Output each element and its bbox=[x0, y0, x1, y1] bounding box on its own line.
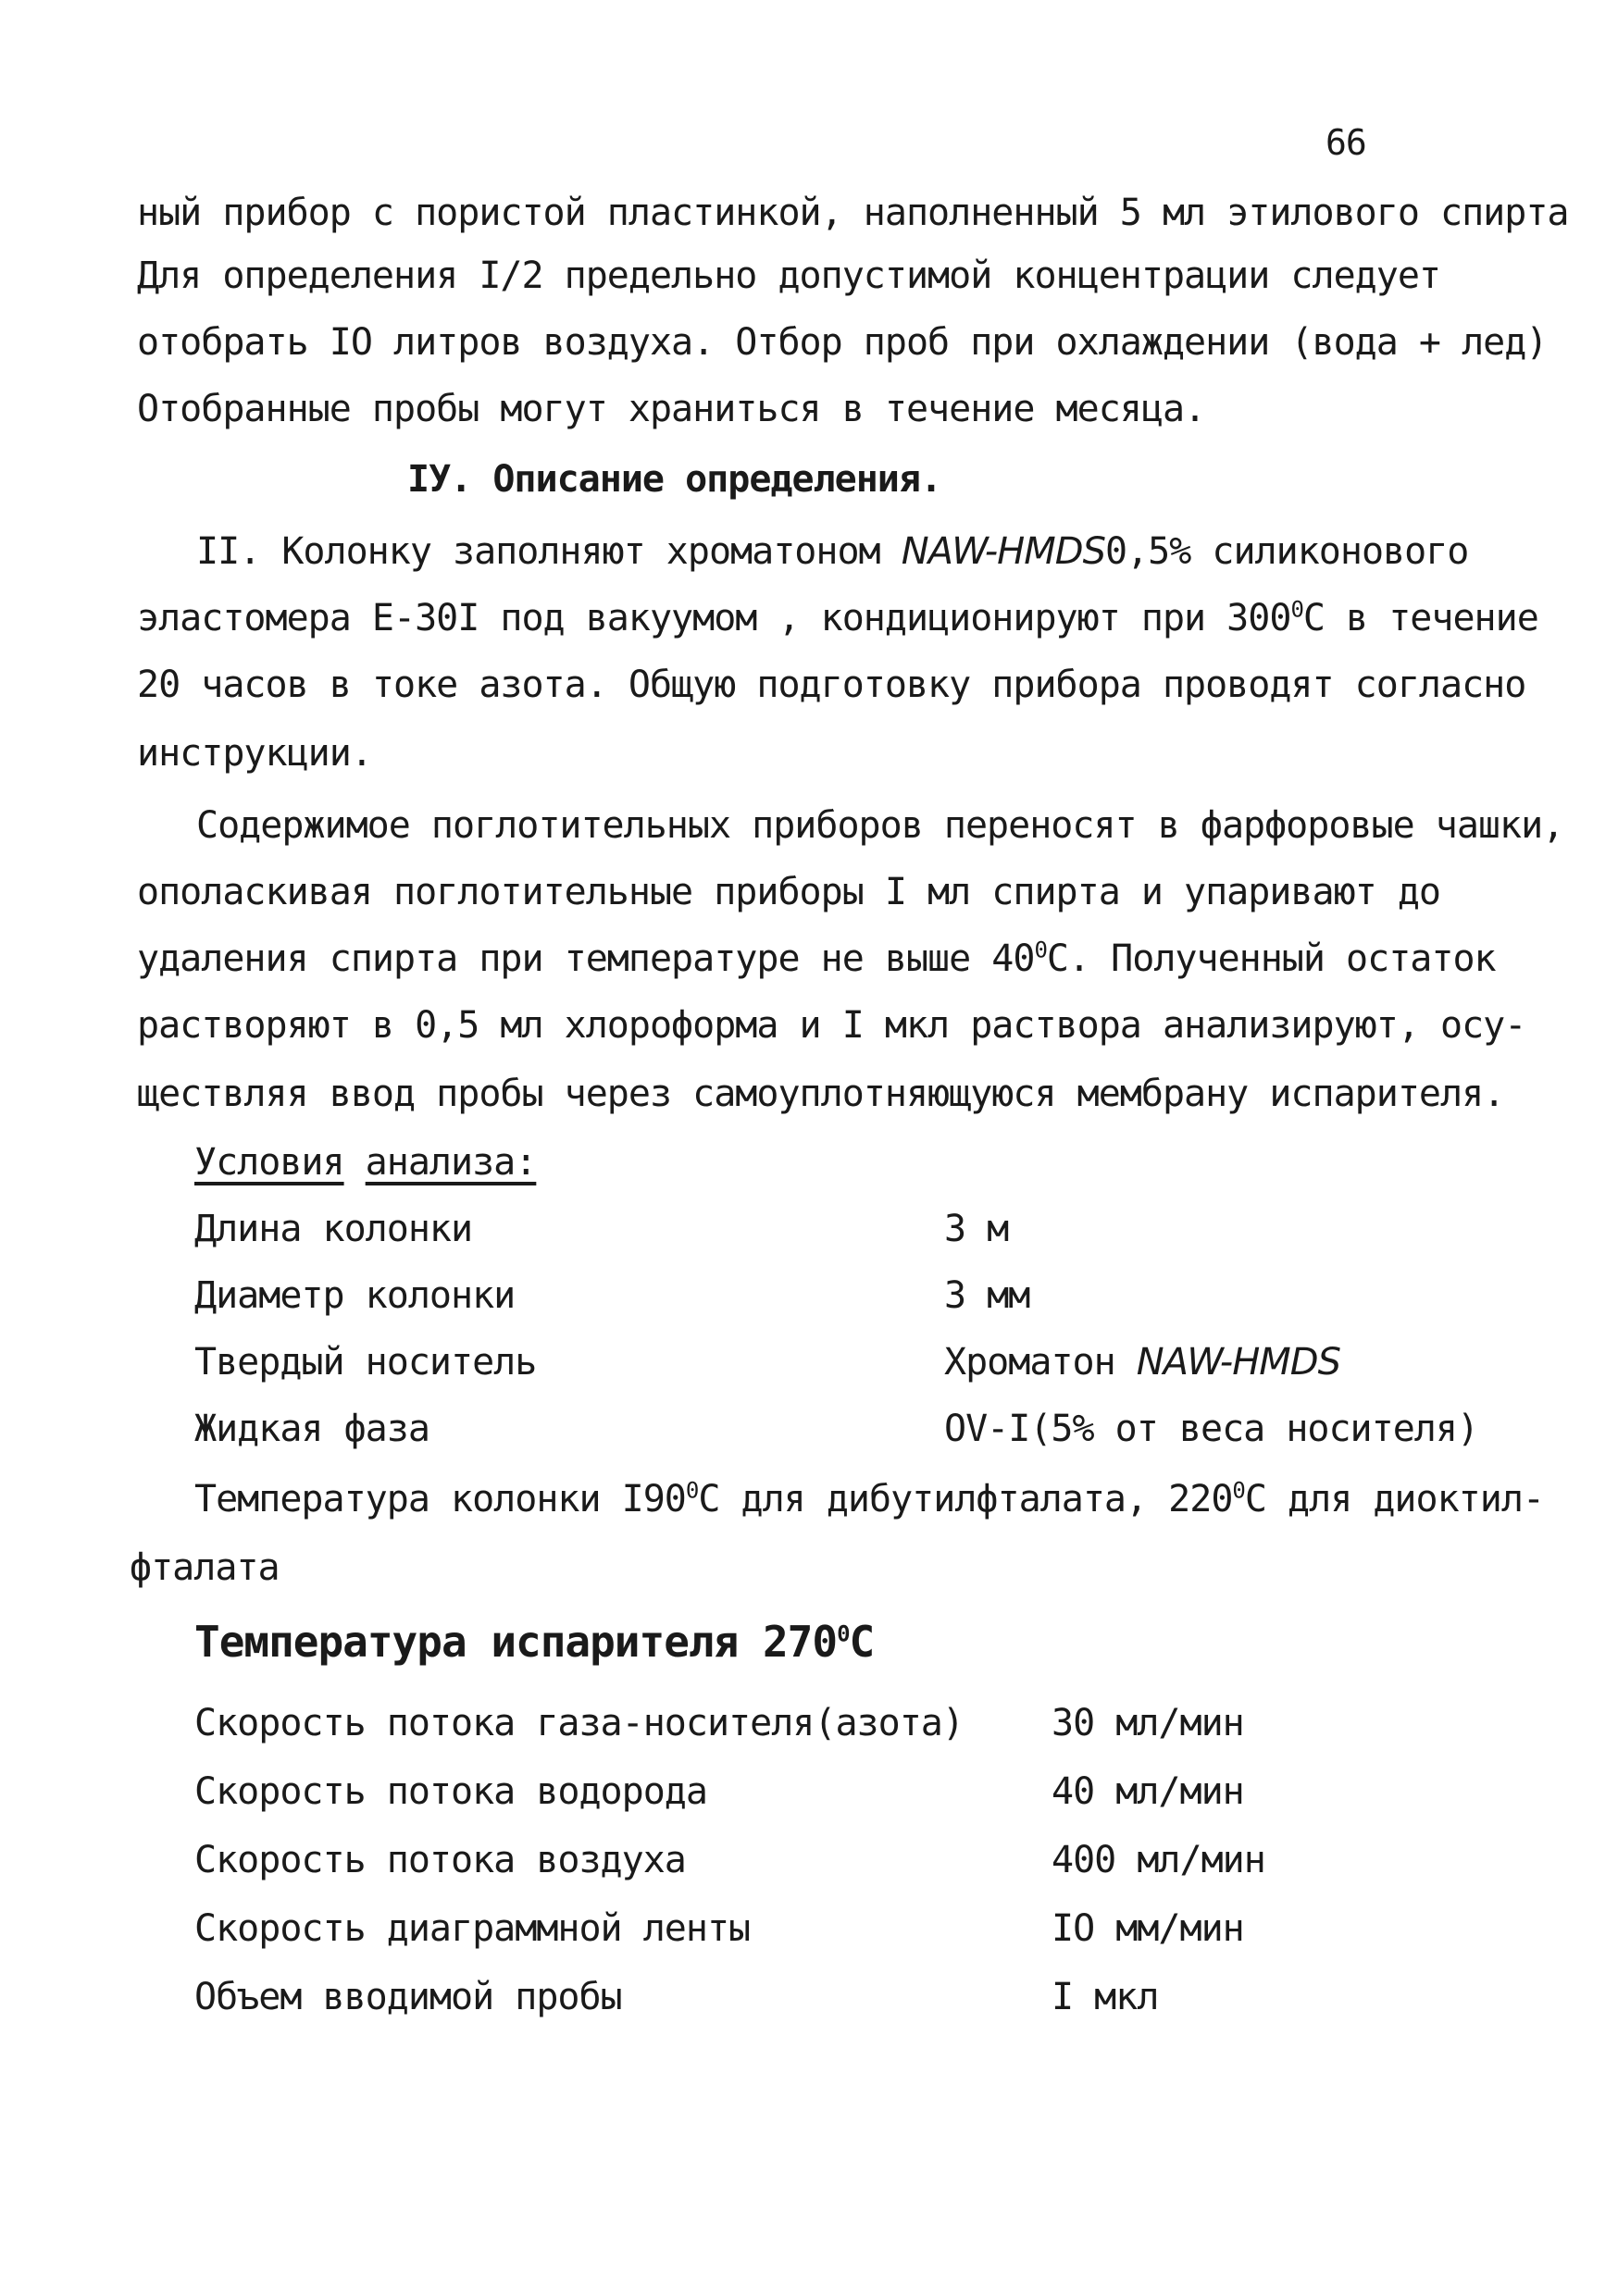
text-span: С. Полученный остаток bbox=[1046, 937, 1496, 980]
text-span: II. Колонку заполняют хроматоном bbox=[196, 530, 902, 573]
text-span: С для дибутилфталата, 220 bbox=[698, 1478, 1233, 1520]
condition-label: Скорость диаграммной ленты bbox=[194, 1907, 751, 1950]
text-line: ществляя ввод пробы через самоуплотняющуюся мембрану испарителя. bbox=[137, 1073, 1505, 1115]
condition-label: Объем вводимой пробы bbox=[194, 1976, 622, 2018]
text-span: Хроматон bbox=[944, 1341, 1137, 1384]
condition-value: 30 мл/мин bbox=[1052, 1702, 1244, 1744]
condition-label: Скорость потока воздуха bbox=[194, 1839, 686, 1881]
text-line bbox=[196, 529, 1468, 574]
text-line bbox=[137, 596, 1538, 640]
condition-label: Длина колонки bbox=[194, 1208, 473, 1250]
condition-value: 400 мл/мин bbox=[1052, 1839, 1265, 1881]
text-span: С bbox=[849, 1617, 875, 1667]
text-line: фталата bbox=[130, 1546, 280, 1589]
text-span: С в течение bbox=[1302, 597, 1538, 639]
text-span: 0,5% силиконового bbox=[1104, 530, 1469, 573]
condition-value: OV-I(5% от веса носителя) bbox=[944, 1408, 1479, 1450]
condition-value: 3 м bbox=[944, 1208, 1009, 1250]
condition-label: Скорость потока водорода bbox=[194, 1770, 707, 1813]
condition-value: 40 мл/мин bbox=[1052, 1770, 1244, 1813]
text-span: С для диоктил- bbox=[1244, 1478, 1545, 1520]
condition-value: 3 мм bbox=[944, 1274, 1030, 1317]
text-line: растворяют в 0,5 мл хлороформа и I мкл раствора анализируют, осу- bbox=[137, 1004, 1526, 1047]
text-line: отобрать IO литров воздуха. Отбор проб при охлаждении (вода + лед) bbox=[137, 321, 1548, 364]
text-line: инструкции. bbox=[137, 732, 372, 775]
text-line: ополаскивая поглотительные приборы I мл спирта и упаривают до bbox=[137, 871, 1441, 913]
condition-label: Твердый носитель bbox=[194, 1341, 537, 1384]
handwritten-text: NAW-HMDS bbox=[901, 530, 1105, 573]
condition-label: Диаметр колонки bbox=[194, 1274, 516, 1317]
heading-word: анализа: bbox=[365, 1141, 537, 1184]
degree-mark: 0 bbox=[837, 1620, 850, 1647]
degree-mark: 0 bbox=[1290, 596, 1303, 623]
text-line: Отобранные пробы могут храниться в течение месяца. bbox=[137, 388, 1206, 430]
text-span: эластомера Е-30I под вакуумом , кондиционируют при 300 bbox=[137, 597, 1291, 639]
text-line bbox=[137, 937, 1496, 981]
text-line: 20 часов в токе азота. Общую подготовку прибора проводят согласно bbox=[137, 664, 1526, 706]
text-line: Для определения I/2 предельно допустимой концентрации следует bbox=[137, 254, 1441, 297]
condition-label: Жидкая фаза bbox=[194, 1408, 429, 1450]
text-line: ный прибор с пористой пластинкой, наполненный 5 мл этилового спирта bbox=[137, 192, 1569, 234]
condition-value: IO мм/мин bbox=[1052, 1907, 1244, 1950]
section-heading: IУ. Описание определения. bbox=[407, 458, 942, 501]
text-span: Температура колонки I90 bbox=[194, 1478, 686, 1520]
text-span: Температура испарителя 270 bbox=[194, 1617, 838, 1667]
degree-mark: 0 bbox=[685, 1477, 699, 1504]
heading-word: Условия bbox=[194, 1141, 344, 1184]
condition-value bbox=[944, 1340, 1340, 1384]
handwritten-text: NAW-HMDS bbox=[1136, 1341, 1340, 1384]
text-span: удаления спирта при температуре не выше 40 bbox=[137, 937, 1035, 980]
degree-mark: 0 bbox=[1232, 1477, 1245, 1504]
text-line bbox=[194, 1617, 875, 1667]
text-line: Содержимое поглотительных приборов переносят в фарфоровые чашки, bbox=[196, 804, 1564, 847]
text-line bbox=[194, 1477, 1544, 1521]
condition-value: I мкл bbox=[1052, 1976, 1159, 2018]
conditions-heading bbox=[194, 1140, 536, 1185]
condition-label: Скорость потока газа-носителя(азота) bbox=[194, 1702, 964, 1744]
degree-mark: 0 bbox=[1034, 937, 1047, 963]
page-number: 66 bbox=[1326, 122, 1366, 163]
